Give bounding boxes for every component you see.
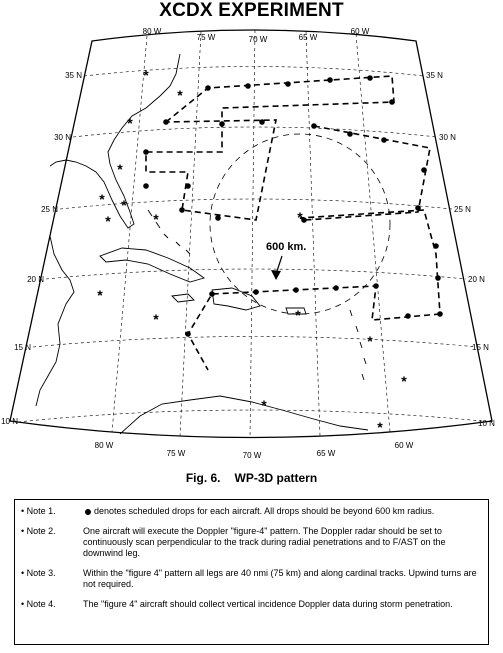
drop-point (405, 313, 411, 319)
lat-label: 30 N (439, 133, 456, 142)
station-marker: * (401, 373, 407, 389)
drop-point (209, 291, 215, 297)
coastlines (36, 54, 368, 434)
station-marker: * (261, 397, 267, 413)
drop-point (327, 77, 333, 83)
drop-point (347, 131, 353, 137)
drop-point (433, 243, 439, 249)
lon-label: 70 W (242, 451, 262, 460)
drop-point (185, 331, 191, 337)
drop-point (373, 283, 379, 289)
station-marker: * (105, 213, 111, 229)
drop-point (415, 205, 421, 211)
jamaica (172, 294, 194, 302)
map-frame (10, 30, 492, 438)
station-marker: * (177, 87, 183, 103)
lat-label: 20 N (468, 275, 485, 284)
south-america (120, 396, 368, 434)
lon-label: 65 W (298, 33, 318, 42)
drop-point (205, 85, 211, 91)
drop-point (421, 167, 427, 173)
lat-label: 30 N (54, 133, 71, 142)
gulf-coast (50, 160, 66, 166)
lon-label: 75 W (196, 33, 216, 42)
drop-point (381, 137, 387, 143)
drop-points (143, 75, 443, 337)
drop-point (285, 81, 291, 87)
note-2 (21, 526, 482, 559)
note-text: Within the "figure 4" pattern all legs are 40 nmi (75 km) and along cardinal tracks. Upwind turns are not required. (83, 568, 477, 589)
experiment-map (0, 24, 503, 469)
lat-label: 10 N (478, 419, 495, 428)
station-marker: * (153, 311, 159, 327)
lat-label: 10 N (1, 417, 18, 426)
drop-point (389, 99, 395, 105)
cuba (100, 248, 204, 282)
lon-label: 60 W (394, 441, 414, 450)
lat-label: 15 N (472, 343, 489, 352)
drop-point (311, 123, 317, 129)
drop-point (143, 183, 149, 189)
drop-point (367, 75, 373, 81)
station-marker: * (297, 209, 303, 225)
lat-label: 25 N (41, 205, 58, 214)
radius-arrow (271, 256, 282, 280)
figure-caption-text: WP-3D pattern (234, 471, 318, 485)
lon-label: 75 W (166, 449, 186, 458)
longitude-lines (112, 30, 390, 438)
station-marker: * (117, 161, 123, 177)
station-marker: * (121, 197, 127, 213)
lon-label: 80 W (94, 441, 114, 450)
drop-point (179, 207, 185, 213)
lat-labels-right (426, 71, 495, 428)
figure-caption (0, 470, 503, 486)
note-1 (21, 506, 482, 517)
note-label: • Note 4. (21, 599, 56, 609)
drop-point (163, 119, 169, 125)
station-marker: * (143, 67, 149, 83)
lat-label: 25 N (454, 205, 471, 214)
lat-labels-left (1, 71, 82, 426)
drop-point (437, 311, 443, 317)
station-markers (97, 67, 407, 435)
lat-label: 35 N (426, 71, 443, 80)
lat-label: 35 N (65, 71, 82, 80)
station-marker: * (367, 333, 373, 349)
drop-point (215, 215, 221, 221)
note-label: • Note 3. (21, 568, 56, 578)
note-text: One aircraft will execute the Doppler "figure-4" pattern. The Doppler radar should be set to continuously scan perpendicular to the track during radial penetrations and to F/AST on the downwind leg. (83, 526, 446, 558)
lat-label: 20 N (27, 275, 44, 284)
note-label: • Note 1. (21, 506, 56, 516)
central-america (36, 236, 74, 406)
note-4 (21, 599, 482, 610)
figure-number: Fig. 6. (185, 471, 221, 485)
lon-labels-bottom (95, 441, 414, 460)
lat-label: 15 N (14, 343, 31, 352)
drop-point (185, 183, 191, 189)
drop-point (333, 285, 339, 291)
lon-label: 65 W (316, 449, 336, 458)
drop-point (245, 83, 251, 89)
flight-tracks (146, 76, 440, 370)
drop-point (259, 119, 265, 125)
station-marker: * (153, 211, 159, 227)
station-marker: * (97, 287, 103, 303)
drop-point (435, 275, 441, 281)
note-3 (21, 568, 482, 590)
notes-box (14, 499, 489, 645)
station-marker: * (377, 419, 383, 435)
drop-point (143, 149, 149, 155)
lon-label: 60 W (350, 27, 370, 36)
drop-point-icon (85, 509, 91, 515)
lon-label: 80 W (142, 27, 162, 36)
drop-point (219, 121, 225, 127)
station-marker: * (127, 115, 133, 131)
note-text: denotes scheduled drops for each aircraft. All drops should be beyond 600 km radius. (94, 506, 435, 516)
radius-label: 600 km. (266, 241, 307, 253)
station-marker: * (295, 307, 301, 323)
note-text: The "figure 4" aircraft should collect vertical incidence Doppler data during storm penetration. (83, 599, 453, 609)
figure-title: XCDX EXPERIMENT (159, 0, 344, 21)
note-label: • Note 2. (21, 526, 56, 536)
station-marker: * (99, 191, 105, 207)
drop-point (293, 287, 299, 293)
lon-label: 70 W (248, 35, 268, 44)
drop-point (253, 289, 259, 295)
